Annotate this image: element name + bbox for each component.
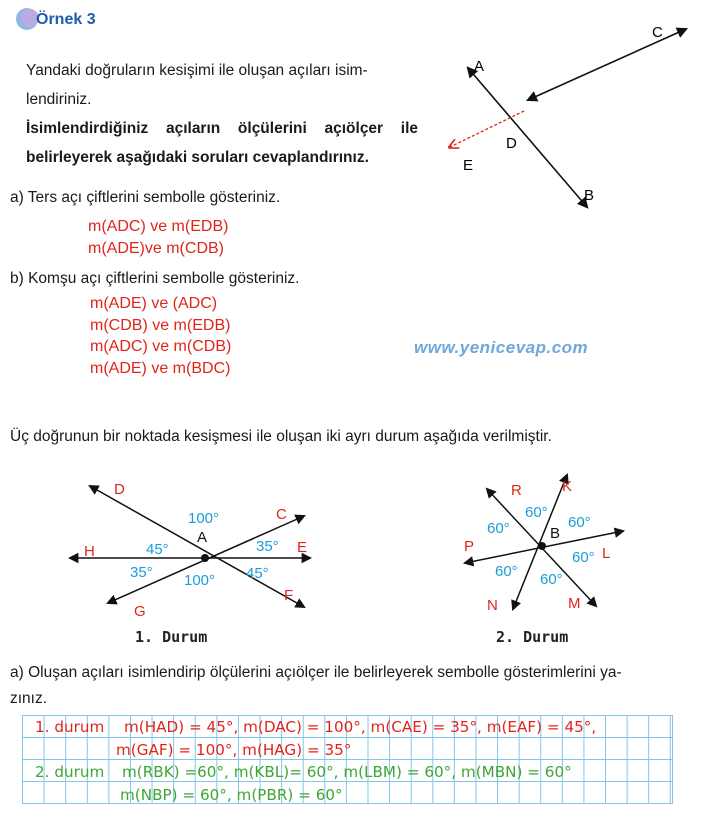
answer-b-4: m(ADE) ve m(BDC) [90,359,231,377]
case1-angle-right-upper: 35° [256,538,279,555]
intro-paragraph [26,56,418,172]
case1-angle-left-upper: 45° [146,541,169,558]
case2-point-l: L [602,545,611,562]
intersecting-lines-figure [430,15,700,215]
case-2-figure [455,465,635,625]
question-c-line-1: a) Oluşan açıları isimlendirip ölçülerini açıölçer ile belirleyerek sembolle gösterimlerini ya- [10,664,622,681]
case2-angle-lower-left: 60° [495,563,518,580]
label-a: A [474,58,485,75]
grid-row1-line1: m(HAD) = 45°, m(DAC) = 100°, m(CAE) = 35°, m(EAF) = 45°, [124,718,597,736]
question-c-line-2: zınız. [10,690,48,707]
case2-angle-upper-right: 60° [568,514,591,531]
case-1-caption: 1. Durum [135,628,208,646]
answer-a-list [88,216,228,259]
answer-b-1: m(ADE) ve (ADC) [90,295,218,312]
case1-point-d: D [114,481,125,498]
point-b [538,542,546,550]
intro-instruction: İsimlendirdiğiniz açıların ölçülerini açıölçer ile belirleyerek aşağıdaki soruları cevaplandırınız. [26,120,418,166]
case1-point-g: G [134,603,146,620]
answer-b-2: m(CDB) ve m(EDB) [90,316,231,334]
case2-angle-lower-right: 60° [572,549,595,566]
case2-point-p: P [464,538,475,555]
case2-point-n: N [487,597,498,614]
answer-a-2: m(ADE)ve m(CDB) [88,239,224,257]
case2-angle-bottom: 60° [540,571,563,588]
label-b: B [584,187,595,204]
answer-a-1: m(ADC) ve m(EDB) [88,218,229,235]
answer-b-list [90,293,231,379]
case-1-figure [60,472,330,652]
case-2-caption: 2. Durum [496,628,569,646]
case1-point-c: C [276,506,287,523]
case1-angle-bottom: 100° [184,572,216,589]
grid-row1-label: 1. durum [35,718,105,736]
label-e: E [463,157,474,174]
grid-row1-line2: m(GAF) = 100°, m(HAG) = 35° [116,741,352,759]
watermark: www.yenicevap.com [414,338,589,357]
case1-angle-left-lower: 35° [130,564,153,581]
question-c [10,660,700,712]
case2-point-b: B [550,525,561,542]
case2-angle-upper-left: 60° [487,520,510,537]
line-ab [468,68,587,207]
case2-angle-top: 60° [525,504,548,521]
question-a: a) Ters açı çiftlerini sembolle gösteriniz. [10,189,281,206]
answer-b-3: m(ADC) ve m(CDB) [90,338,232,355]
case2-point-r: R [511,482,522,499]
case1-point-h: H [84,543,95,560]
intro-line-2: lendiriniz. [26,91,92,108]
grid-row2-label: 2. durum [35,763,105,781]
case1-angle-right-lower: 45° [246,565,269,582]
case1-point-a: A [197,529,208,546]
case1-angle-top: 100° [188,510,220,527]
three-lines-text: Üç doğrunun bir noktada kesişmesi ile oluşan iki ayrı durum aşağıda verilmiştir. [10,428,552,445]
label-d: D [506,135,517,152]
case1-point-f: F [284,587,294,604]
question-b: b) Komşu açı çiftlerini sembolle gösteriniz. [10,270,300,287]
case1-point-e: E [297,539,308,556]
intro-line-1: Yandaki doğruların kesişimi ile oluşan açıları isim- [26,62,368,79]
grid-row2-line2: m(NBP) = 60°, m(PBR) = 60° [120,786,343,804]
label-c: C [652,24,663,41]
grid-row2-line1: m(RBK) =60°, m(KBL)= 60°, m(LBM) = 60°, m(MBN) = 60° [122,763,572,781]
example-title: Örnek 3 [36,11,96,28]
case2-point-m: M [568,595,581,612]
case2-point-k: K [562,478,573,495]
point-a [201,554,209,562]
